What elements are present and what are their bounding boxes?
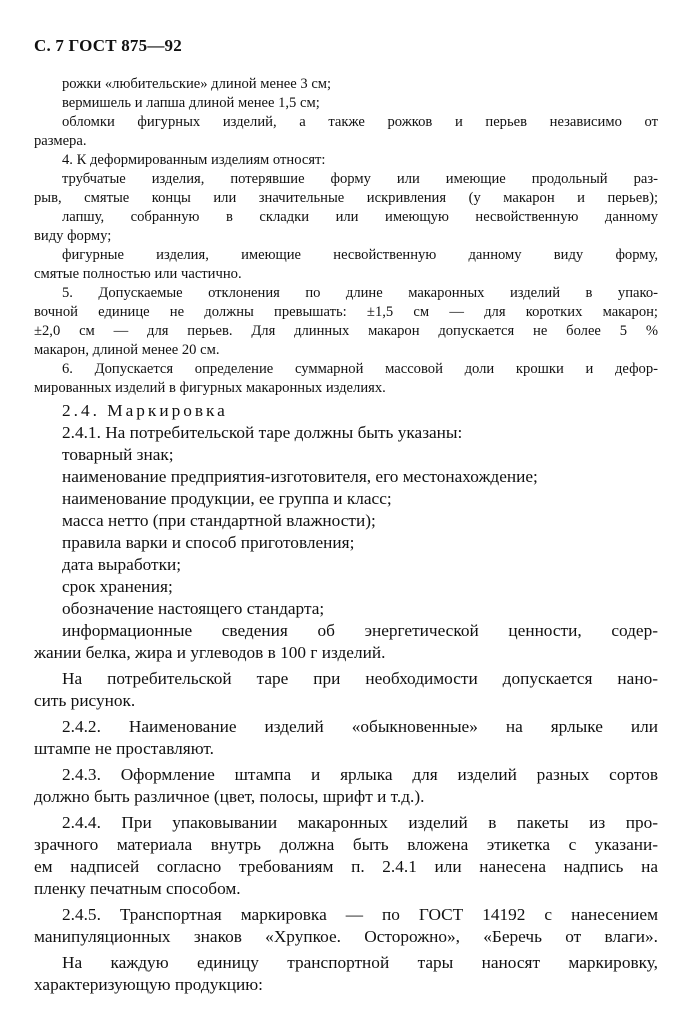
- text-line: наименование продукции, ее группа и класс;: [62, 489, 392, 508]
- text-line: наименование предприятия-изготовителя, его местонахождение;: [62, 467, 538, 486]
- text-line: вермишель и лапша длиной менее 1,5 см;: [62, 95, 320, 111]
- text-line: вочной единице не должны превышать: ±1,5 см — для коротких макарон;: [34, 304, 658, 320]
- text-line: смятые полностью или частично.: [34, 266, 242, 282]
- text-line: обломки фигурных изделий, а также рожков и перьев независимо от: [62, 114, 658, 130]
- text-line: рожки «любительские» длиной менее 3 см;: [62, 76, 332, 92]
- text-line: жании белка, жира и углеводов в 100 г изделий.: [34, 643, 386, 662]
- text-line: 2.4.5. Транспортная маркировка — по ГОСТ 14192 с нанесением: [62, 905, 658, 924]
- section-heading: 2.4. Маркировка: [62, 401, 228, 420]
- text-line: ем надписей согласно требованиям п. 2.4.1 или нанесена надпись на: [34, 857, 658, 876]
- text-line: лапшу, собранную в складки или имеющую несвойственную данному: [62, 209, 658, 225]
- text-line: дата выработки;: [62, 555, 182, 574]
- text-line: фигурные изделия, имеющие несвойственную данному виду форму,: [62, 247, 658, 263]
- text-line: товарный знак;: [62, 445, 174, 464]
- text-line: зрачного материала внутрь должна быть вложена этикетка с указани-: [34, 835, 658, 854]
- text-line: информационные сведения об энергетической ценности, содер-: [62, 621, 658, 640]
- text-line: трубчатые изделия, потерявшие форму или имеющие продольный раз-: [62, 171, 658, 187]
- text-line: правила варки и способ приготовления;: [62, 533, 355, 552]
- text-line: На потребительской таре при необходимости допускается нано-: [62, 669, 658, 688]
- text-line: 4. К деформированным изделиям относят:: [62, 152, 326, 168]
- page-header: С. 7 ГОСТ 875—92: [34, 36, 182, 55]
- text-line: На каждую единицу транспортной тары наносят маркировку,: [62, 953, 658, 972]
- text-line: должно быть различное (цвет, полосы, шрифт и т.д.).: [34, 787, 425, 806]
- text-line: сить рисунок.: [34, 691, 136, 710]
- text-line: пленку печатным способом.: [34, 879, 241, 898]
- text-line: штампе не проставляют.: [34, 739, 214, 758]
- text-line: обозначение настоящего стандарта;: [62, 599, 325, 618]
- text-line: срок хранения;: [62, 577, 173, 596]
- text-line: манипуляционных знаков «Хрупкое. Осторожно», «Беречь от влаги».: [34, 927, 658, 946]
- text-line: виду форму;: [34, 228, 112, 244]
- text-line: 6. Допускается определение суммарной массовой доли крошки и дефор-: [62, 361, 658, 377]
- text-line: масса нетто (при стандартной влажности);: [62, 511, 376, 530]
- text-line: макарон, длиной менее 20 см.: [34, 342, 220, 358]
- text-line: рыв, смятые концы или значительные искривления (у макарон и перьев);: [34, 190, 658, 206]
- text-line: ±2,0 см — для перьев. Для длинных макарон допускается не более 5 %: [34, 323, 658, 339]
- text-line: размера.: [34, 133, 87, 149]
- text-line: характеризующую продукцию:: [34, 975, 263, 994]
- text-line: 2.4.3. Оформление штампа и ярлыка для изделий разных сортов: [62, 765, 658, 784]
- text-line: 2.4.1. На потребительской таре должны быть указаны:: [62, 423, 463, 442]
- text-line: 2.4.2. Наименование изделий «обыкновенные» на ярлыке или: [62, 717, 658, 736]
- text-line: мированных изделий в фигурных макаронных изделиях.: [34, 380, 386, 396]
- text-line: 2.4.4. При упаковывании макаронных изделий в пакеты из про-: [62, 813, 658, 832]
- text-line: 5. Допускаемые отклонения по длине макаронных изделий в упако-: [62, 285, 658, 301]
